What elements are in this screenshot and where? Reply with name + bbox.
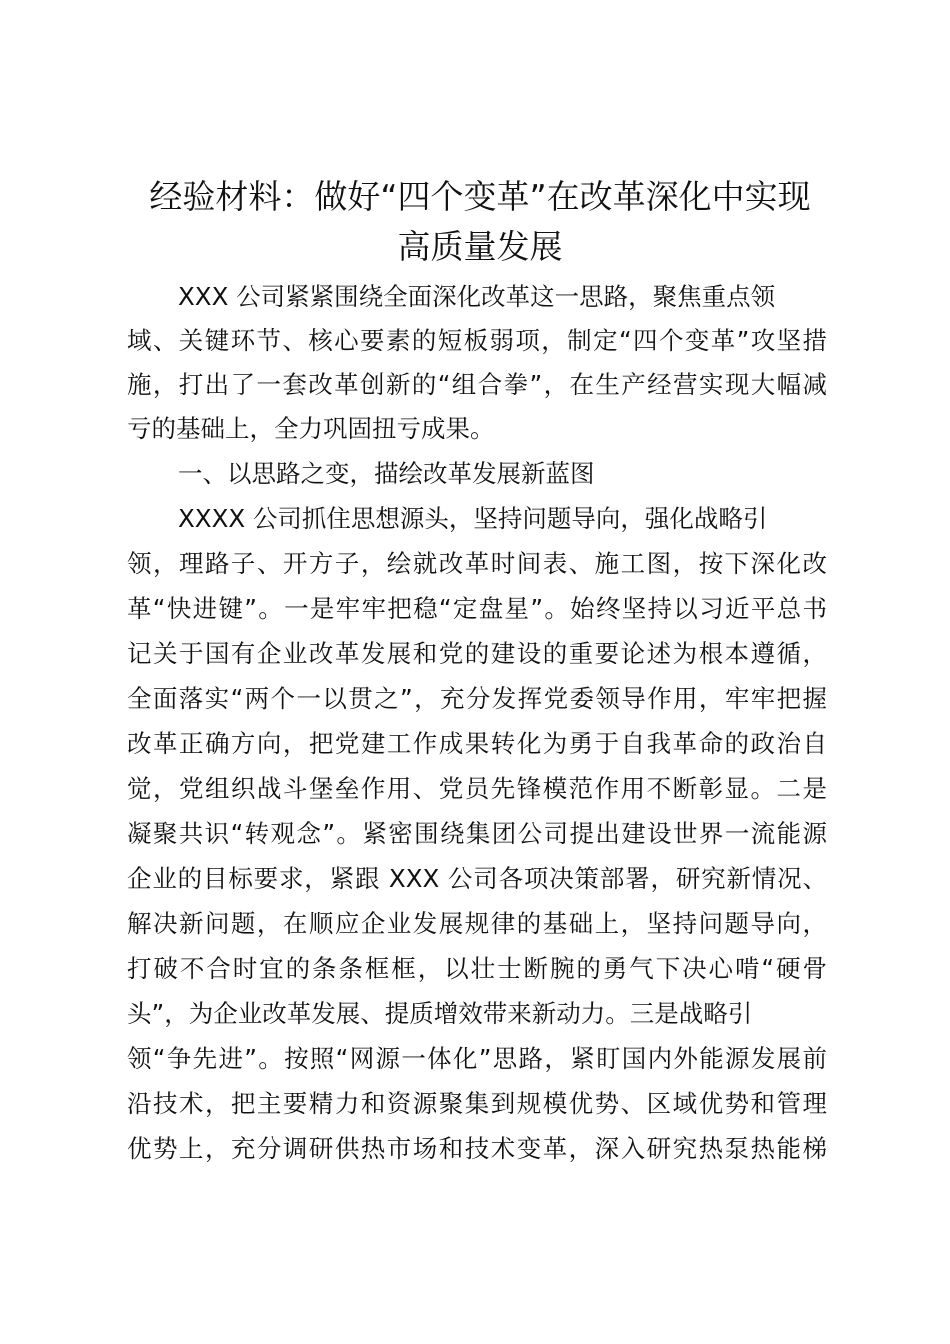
paragraph-line: 记关于国有企业改革发展和党的建设的重要论述为根本遵循，: [127, 639, 827, 668]
paragraph-line: 沿技术，把主要精力和资源聚集到规模优势、区域优势和管理: [127, 1089, 827, 1118]
paragraph-line: XXX 公司紧紧围绕全面深化改革这一思路，聚焦重点领: [178, 282, 776, 311]
paragraph-line: 解决新问题，在顺应企业发展规律的基础上，坚持问题导向，: [127, 909, 827, 938]
paragraph-line: 亏的基础上，全力巩固扭亏成果。: [127, 414, 495, 443]
paragraph-line: 优势上，充分调研供热市场和技术变革，深入研究热泵热能梯: [127, 1134, 827, 1163]
paragraph-line: 全面落实“两个一以贯之”，充分发挥党委领导作用，牢牢把握: [127, 684, 827, 713]
paragraph-line: 域、关键环节、核心要素的短板弱项，制定“四个变革”攻坚措: [127, 326, 827, 355]
paragraph-line: 改革正确方向，把党建工作成果转化为勇于自我革命的政治自: [127, 729, 827, 758]
paragraph-line: XXXX 公司抓住思想源头，坚持问题导向，强化战略引: [178, 504, 768, 533]
paragraph-line: 领“争先进”。按照“网源一体化”思路，紧盯国内外能源发展前: [127, 1044, 827, 1073]
title-line-1: 经验材料：做好“四个变革”在改革深化中实现: [149, 177, 811, 216]
paragraph-line: 领，理路子、开方子，绘就改革时间表、施工图，按下深化改: [127, 549, 827, 578]
paragraph-line: 头”，为企业改革发展、提质增效带来新动力。三是战略引: [127, 999, 753, 1028]
section-heading: 一、以思路之变，描绘改革发展新蓝图: [178, 459, 595, 488]
paragraph-line: 革“快进键”。一是牢牢把稳“定盘星”。始终坚持以习近平总书: [127, 594, 827, 623]
document-title: [100, 172, 860, 272]
paragraph-line: 觉，党组织战斗堡垒作用、党员先锋模范作用不断彰显。二是: [127, 774, 827, 803]
paragraph-line: 施，打出了一套改革创新的“组合拳”，在生产经营实现大幅减: [127, 370, 827, 399]
title-line-2: 高质量发展: [397, 227, 563, 266]
paragraph-line: 企业的目标要求，紧跟 XXX 公司各项决策部署，研究新情况、: [127, 864, 827, 893]
paragraph-line: 凝聚共识“转观念”。紧密围绕集团公司提出建设世界一流能源: [127, 819, 827, 848]
paragraph-line: 打破不合时宜的条条框框，以壮士断腕的勇气下决心啃“硬骨: [127, 954, 827, 983]
